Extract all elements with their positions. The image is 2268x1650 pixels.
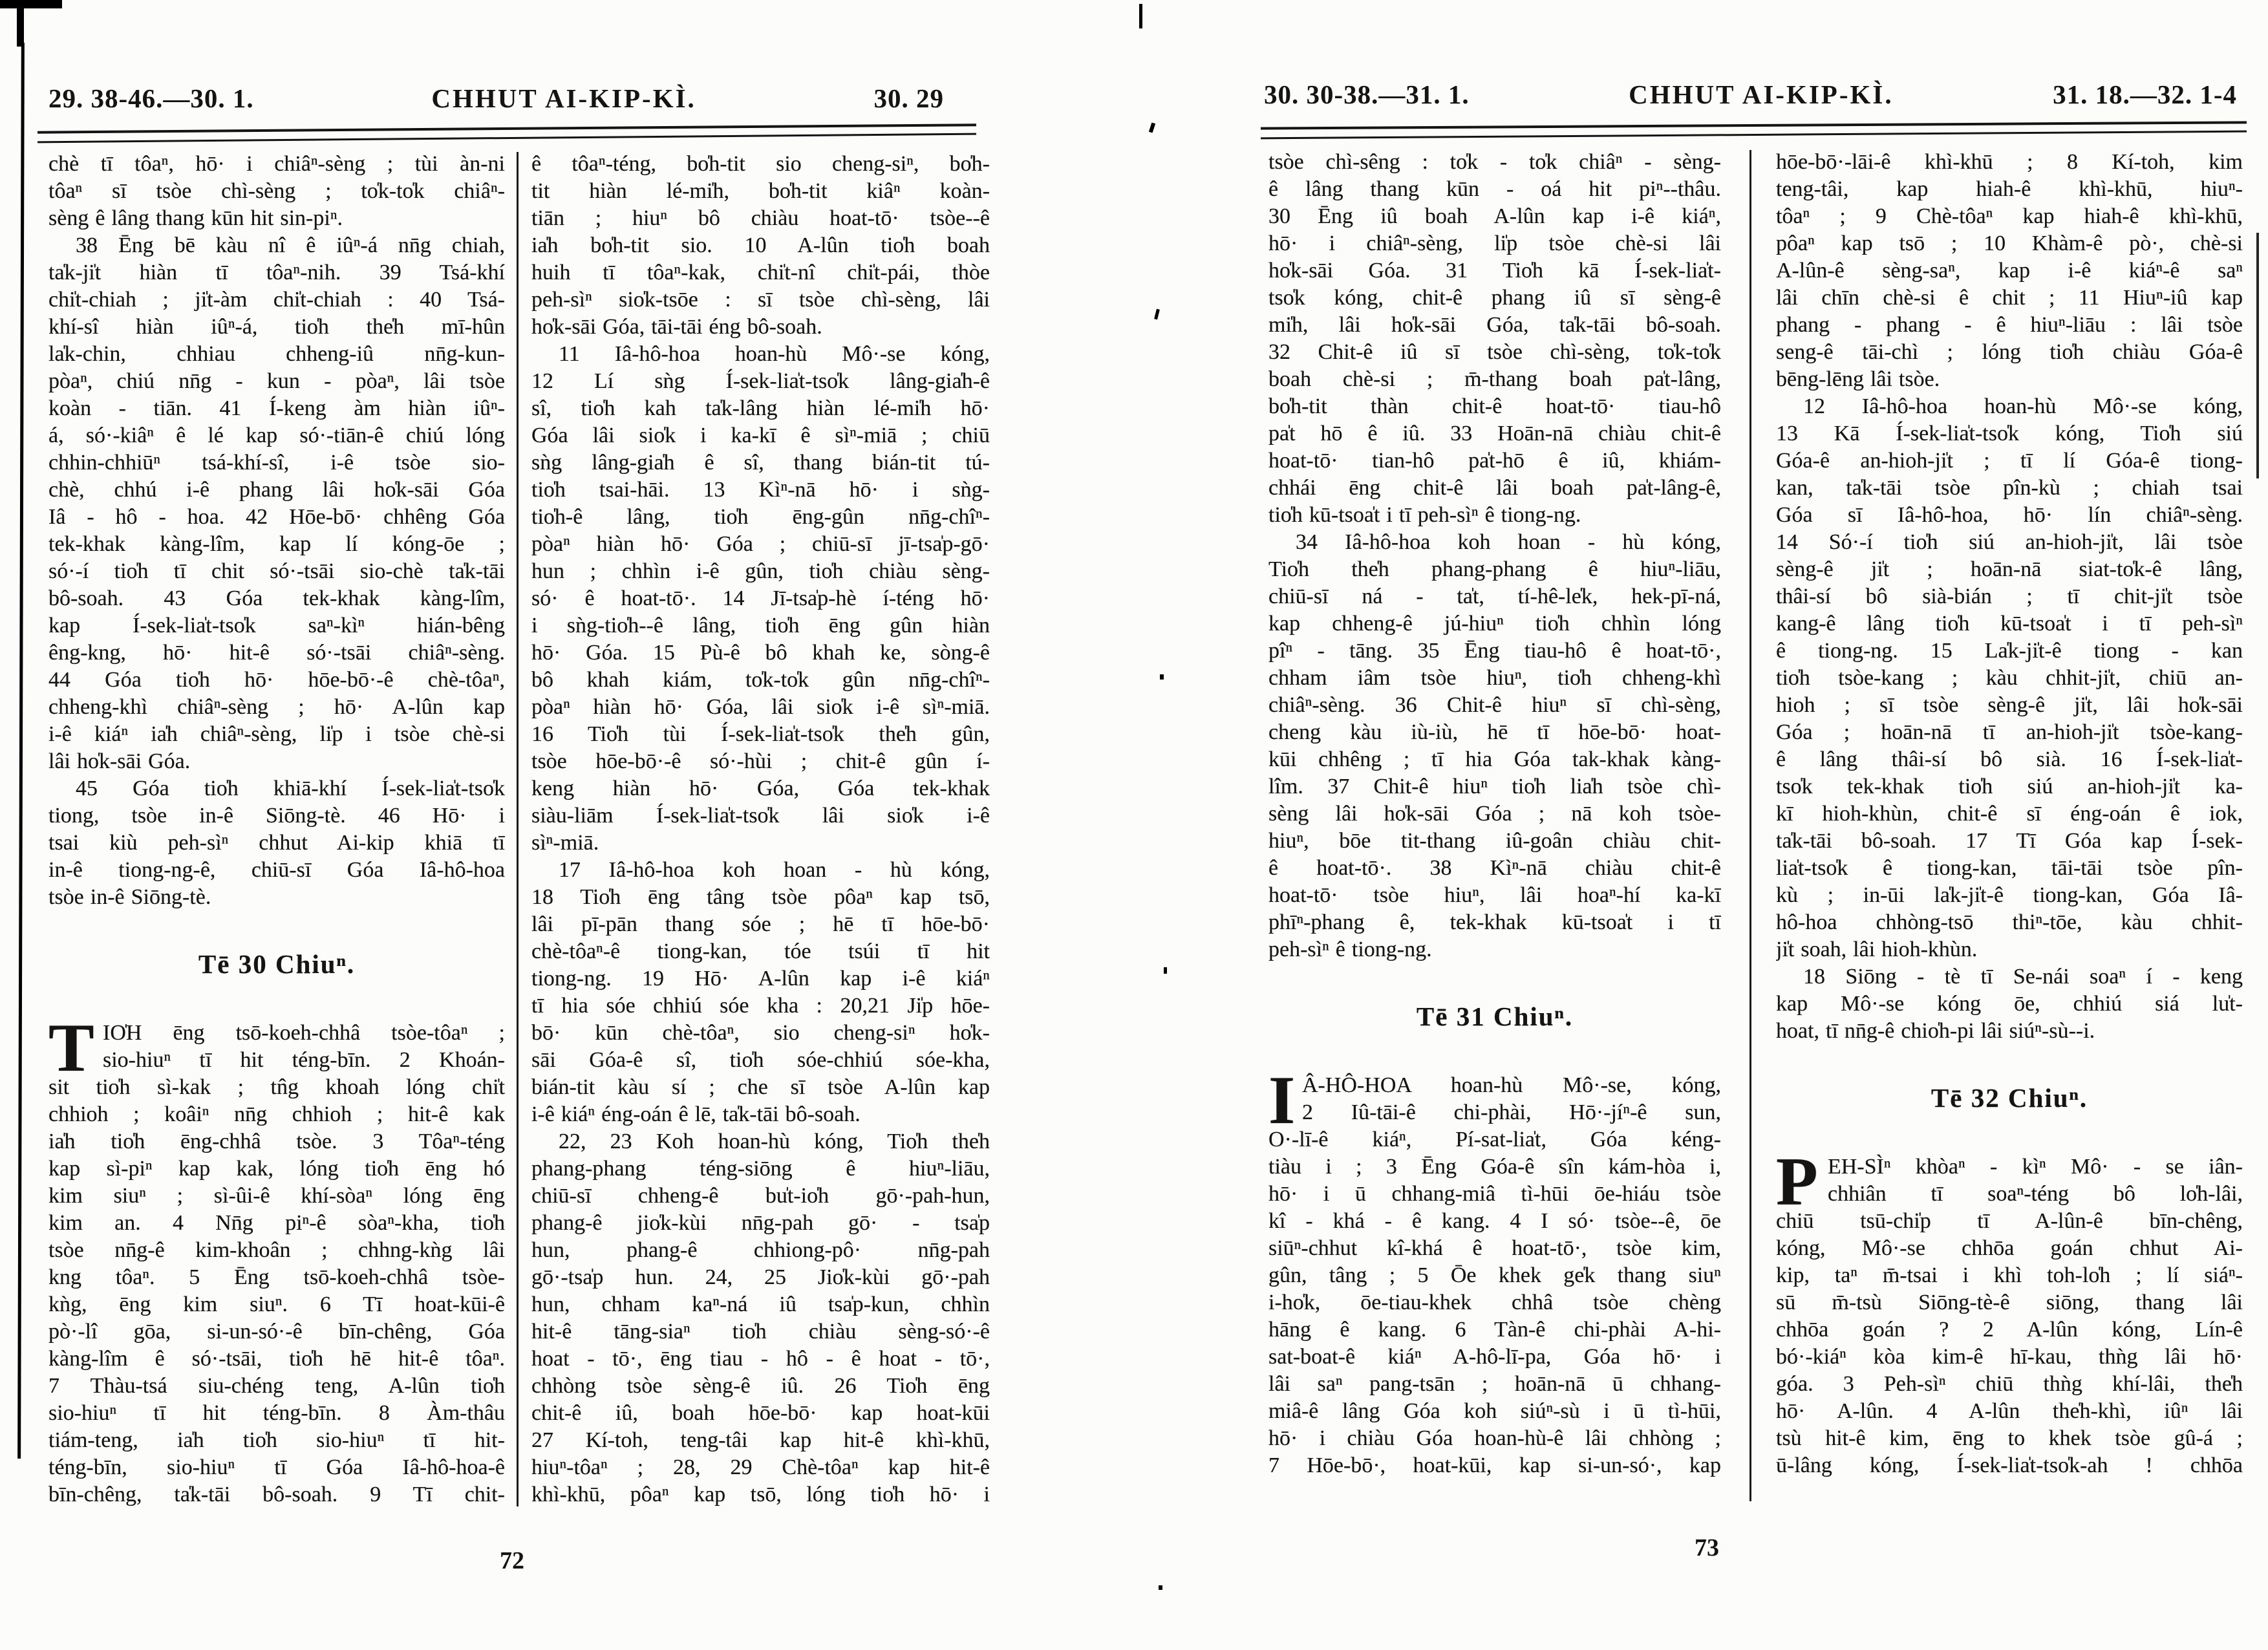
text-line: chè tī tôaⁿ, hō· i chiâⁿ-sèng ; tùi àn-ni [48, 152, 505, 176]
text-line: 44 Góa tio̍h hō· hōe-bō·-ê chè-tôaⁿ, [48, 668, 505, 692]
paragraph [1776, 1144, 2243, 1479]
text-line: 22, 23 Koh hoan-hù kóng, Tio̍h the̍h [559, 1130, 990, 1153]
text-line: Â-HÔ-HOA hoan-hù Mô·-se, kóng, [1302, 1073, 1721, 1097]
header-rule [37, 133, 976, 144]
text-line: tiān ; hiuⁿ bô chiàu hoat-tō· tsòe--ê [531, 206, 990, 230]
text-line: kap sì-piⁿ kap kak, lóng tio̍h ēng hó [48, 1157, 505, 1181]
text-line: 14 Só·-í tio̍h siú an-hioh-ji̍t, lâi tsòe [1776, 530, 2243, 554]
text-line: ia̍h tio̍h ēng-chhâ tsòe. 3 Tôaⁿ-téng [48, 1130, 505, 1153]
text-line: bēng-lēng lâi tsòe. [1776, 367, 1940, 391]
text-line: tsai kiù peh-sìⁿ chhut Ai-kip khiā tī [48, 831, 505, 855]
text-line: chhōa goán ? 2 A-lûn kóng, Lín-ê [1776, 1318, 2243, 1342]
text-line: 7 Thàu-tsá siu-chéng teng, A-lûn tio̍h [48, 1374, 505, 1398]
text-line: lîm. 37 Chit-ê hiuⁿ tio̍h lia̍h tsòe chì- [1268, 775, 1721, 798]
text-line: boah chè-si ; m̄-thang boah pa̍t-lâng, [1268, 367, 1721, 391]
book-title: CHHUT AI-KIP-KÌ. [431, 83, 696, 113]
scan-gutter-speck-1 [1149, 122, 1155, 133]
text-line: hit-ê tāng-siaⁿ tio̍h chiàu sèng-só·-ê [531, 1320, 990, 1344]
text-line: tio̍h-ê lâng, tio̍h ēng-gûn nn̄g-chîⁿ- [531, 505, 990, 529]
text-line: hô-hoa chhòng-tsō thiⁿ-tōe, kàu chhit- [1776, 910, 2243, 934]
text-line: siūⁿ-chhut kî-khá ê hoat-tō·, tsòe kim, [1268, 1236, 1721, 1260]
text-line: chhái ēng chit-ê lâi boah pa̍t-lâng-ê, [1268, 476, 1721, 500]
drop-cap: T [48, 1010, 94, 1086]
text-line: Góa sī Iâ-hô-hoa, hō· lín chiâⁿ-sèng. [1776, 503, 2243, 527]
text-line: 18 Tio̍h ēng tâng tsòe pôaⁿ kap tsō, [531, 885, 990, 909]
scan-left-edge-line [17, 43, 25, 1459]
text-line: bô-soah. 43 Góa tek-khak kàng-lîm, [48, 586, 505, 610]
text-line: khì-khū, pôaⁿ kap tsō, lóng tio̍h hō· i [531, 1483, 990, 1506]
running-head-verse-range-left: 30. 30-38.—31. 1. [1264, 80, 1470, 109]
text-line: thâi-sí bô sià-bián ; tī chit-ji̍t tsòe [1776, 584, 2243, 608]
page-number: 73 [1695, 1534, 1719, 1561]
text-line: koàn - tiān. 41 Í-keng àm hiàn iûⁿ- [48, 396, 505, 420]
text-line: tiàu i ; 3 Ēng Góa-ê sîn kám-hòa i, [1268, 1155, 1721, 1179]
text-line: só· ê hoat-tō·. 14 Jī-tsa̍p-hè í-téng hō· [531, 586, 990, 610]
text-line: hoat-tō· tsòe hiuⁿ, lâi hoaⁿ-hí ka-kī [1268, 883, 1721, 907]
text-line: tso̍k kóng, chit-ê phang iû sī sèng-ê [1268, 286, 1721, 310]
text-line: 2 Iû-tāi-ê chi-phài, Hō·-jíⁿ-ê sun, [1302, 1100, 1721, 1124]
text-line: bián-tit kàu sí ; che sī tsòe A-lûn kap [531, 1075, 990, 1099]
text-line: 13 Kā Í-sek-lia̍t-tso̍k kóng, Tio̍h siú [1776, 422, 2243, 445]
text-line: ê lâng thâi-sí bô sià. 16 Í-sek-lia̍t- [1776, 747, 2243, 771]
text-line: chit-ê iû, boah hōe-bō· kap hoat-kūi [531, 1401, 990, 1425]
text-line: kóng, Mô·-se chhōa goán chhut Ai- [1776, 1236, 2243, 1260]
text-line: kî - khá - ê kang. 4 I só· tsòe--ê, ōe [1268, 1209, 1721, 1233]
text-line: kàng-lîm ê só·-tsāi, tio̍h hē hit-ê tôaⁿ. [48, 1347, 505, 1371]
chapter-heading: Tē 31 Chiuⁿ. [1416, 1002, 1574, 1031]
running-head-right [1264, 79, 2237, 110]
text-line: 38 Ēng bē kàu nî ê iûⁿ-á nn̄g chiah, [76, 233, 505, 257]
text-line: pòaⁿ hiàn hō· Góa ; chiū-sī jī-tsa̍p-gō· [531, 532, 990, 556]
text-line: peh-sìⁿ sio̍k-tsōe : sī tsòe chì-sèng, lâi [531, 288, 990, 312]
text-line: tit hiàn lé-mi̍h, bo̍h-tit kiâⁿ koàn- [531, 179, 990, 203]
text-line: sit tio̍h sì-kak ; tn̂g khoah lóng chi̍t [48, 1075, 505, 1099]
text-column [48, 151, 505, 1508]
text-line: chiū-sī ná - ta̍t, tí-hê-le̍k, hek-pī-ná, [1268, 584, 1721, 608]
running-head-left [48, 83, 944, 114]
text-line: Góa-ê an-hioh-ji̍t ; tī lí Góa-ê tiong- [1776, 449, 2243, 473]
text-line: chiū-sī chheng-ê bu̍t-io̍h gō·-pah-hun, [531, 1184, 990, 1208]
text-line: kī hioh-khùn, chit-ê sī éng-oán ê iok, [1776, 802, 2243, 826]
page-number: 72 [500, 1547, 524, 1574]
text-line: ū-lâng kóng, Í-sek-lia̍t-tso̍k-ah ! chhōa [1776, 1453, 2243, 1477]
text-line: bo̍h-tit thàn chit-ê hoat-tō· tiau-hô [1268, 394, 1721, 418]
paragraph [1776, 393, 2243, 963]
running-head-verse-range-right: 30. 29 [873, 83, 944, 113]
paragraph [531, 151, 990, 341]
text-line: sio-hiuⁿ tī hit téng-bīn. 2 Khoán- [103, 1048, 505, 1072]
text-line: tek-khak kàng-lîm, kap lí kóng-ōe ; [48, 532, 505, 556]
text-line: tsòe chì-sêng : to̍k - to̍k chiâⁿ - sèng- [1268, 150, 1721, 174]
text-line: tsòe nn̄g-ê kim-khoân ; chhng-kǹg lâi [48, 1238, 505, 1262]
text-line: 30 Ēng iû boah A-lûn kap i-ê kiáⁿ, [1268, 204, 1721, 228]
text-line: kǹg, ēng kim siuⁿ. 6 Tī hoat-kūi-ê [48, 1292, 505, 1316]
text-line: miâ-ê lâng Góa koh siúⁿ-sù i ū tì-hūi, [1268, 1399, 1721, 1423]
scan-gutter-speck-3 [1160, 674, 1164, 680]
text-line: phang-phang téng-siōng ê hiuⁿ-liāu, [531, 1157, 990, 1181]
text-line: 16 Tio̍h tùi Í-sek-lia̍t-tso̍k the̍h gûn, [531, 722, 990, 746]
text-line: á, só·-kiâⁿ ê lé kap só·-tiān-ê chiú lóng [48, 423, 505, 447]
text-line: hun ; chhìn i-ê gûn, tio̍h chiàu sèng- [531, 559, 990, 583]
text-line: góa. 3 Peh-sìⁿ chiū thǹg khí-lâi, the̍h [1776, 1372, 2243, 1396]
text-line: chhiân tī soaⁿ-téng bô lo̍h-lâi, [1828, 1182, 2243, 1206]
text-line: 34 Iâ-hô-hoa koh hoan - hù kóng, [1296, 530, 1721, 554]
text-line: chè, chhú i-ê phang lâi ho̍k-sāi Góa [48, 478, 505, 502]
text-line: sèng lâi ho̍k-sāi Góa ; nā koh tsòe- [1268, 802, 1721, 826]
text-line: Iâ - hô - hoa. 42 Hōe-bō· chhêng Góa [48, 505, 505, 529]
column-divider [517, 152, 519, 1506]
scan-right-edge-line [2256, 233, 2259, 478]
chapter-heading: Tē 32 Chiuⁿ. [1931, 1083, 2088, 1113]
text-line: kim siuⁿ ; sì-ûi-ê khí-sòaⁿ lóng ēng [48, 1184, 505, 1208]
text-line: seng-ê tāi-chì ; lóng tio̍h chiàu Góa-ê [1776, 340, 2243, 364]
text-line: pîⁿ - tāng. 35 Ēng tiau-hô ê hoat-tō·, [1268, 639, 1721, 663]
header-rule [1261, 131, 2247, 140]
text-line: sǹg lâng-gia̍h ê sî, thang bián-tit tú- [531, 451, 990, 475]
text-line: lâi chīn chè-si ê chit ; 11 Hiuⁿ-iû kap [1776, 286, 2243, 310]
book-title: CHHUT AI-KIP-KÌ. [1629, 80, 1894, 109]
text-line: tio̍h kū-tsoa̍t i tī peh-sìⁿ ê tiong-ng. [1268, 503, 1581, 527]
text-line: 32 Chit-ê iû sī tsòe chì-sèng, to̍k-to̍k [1268, 340, 1721, 364]
text-line: kap chheng-ê jú-hiuⁿ tio̍h chhìn lóng [1268, 612, 1721, 636]
text-line: IO̍H ēng tsō-koeh-chhâ tsòe-tôaⁿ ; [103, 1021, 505, 1045]
text-line: bô khah kiám, to̍k-to̍k gûn nn̄g-chîⁿ- [531, 668, 990, 692]
scan-corner-mark-vertical [17, 6, 24, 47]
text-line: hō· i chiàu Góa hoan-hù-ê lâi chhòng ; [1268, 1426, 1721, 1450]
text-line: chham iâm tsòe hiuⁿ, tio̍h chheng-khì [1268, 666, 1721, 690]
header-rule [1261, 121, 2247, 129]
text-line: ia̍h bo̍h-tit sio. 10 A-lûn tio̍h boah [531, 233, 990, 257]
text-line: tso̍k tek-khak tio̍h siú an-hioh-ji̍t ka- [1776, 775, 2243, 798]
text-line: peh-sìⁿ ê tiong-ng. [1268, 938, 1432, 961]
text-line: kan, ta̍k-tāi tsòe pîn-kù ; chiah tsai [1776, 476, 2243, 500]
drop-cap: P [1776, 1144, 1818, 1219]
paragraph [1268, 1062, 1721, 1479]
text-line: chhòng tsòe sèng-ê iû. 26 Tio̍h ēng [531, 1374, 990, 1398]
running-head-verse-range-right: 31. 18.—32. 1-4 [2053, 80, 2237, 109]
text-line: phang-ê jio̍k-kùi nn̄g-pah gō· - tsa̍p [531, 1211, 990, 1235]
paragraph [48, 151, 505, 232]
text-line: tī hia sóe chhiú sóe kha : 20,21 Ji̍p hōe- [531, 994, 990, 1018]
text-line: chi̍t-chiah ; ji̍t-àm chi̍t-chiah : 40 Tsá- [48, 288, 505, 312]
text-line: tio̍h tsai-hāi. 13 Kìⁿ-nā hō· i sǹg- [531, 478, 990, 502]
text-line: tiong-ng. 19 Hō· A-lûn kap i-ê kiáⁿ [531, 967, 990, 991]
text-line: phang - phang - ê hiuⁿ-liāu : lâi tsòe [1776, 313, 2243, 337]
text-line: hiuⁿ, bōe tit-thang iû-goân chiàu chit- [1268, 829, 1721, 853]
text-line: 45 Góa tio̍h khiā-khí Í-sek-lia̍t-tso̍k [76, 777, 505, 800]
text-line: huih tī tôaⁿ-kak, chi̍t-nî chi̍t-pái, thòe [531, 261, 990, 284]
text-line: chè-tôaⁿ-ê tiong-kan, tóe tsúi tī hit [531, 939, 990, 963]
text-line: sāi Góa-ê sî, tio̍h sóe-chhiú sóe-kha, [531, 1048, 990, 1072]
paragraph [1268, 529, 1721, 963]
text-line: hō· A-lûn. 4 A-lûn the̍h-khì, iûⁿ lâi [1776, 1399, 2243, 1423]
text-line: êng-kng, hō· hit-ê só·-tsāi chiâⁿ-sèng. [48, 641, 505, 665]
text-line: lâi ho̍k-sāi Góa. [48, 749, 191, 773]
text-line: ê tiong-ng. 15 La̍k-ji̍t-ê tiong - kan [1776, 639, 2243, 663]
text-line: kù ; in-ūi la̍k-ji̍t-ê tiong-kan, Góa Iâ- [1776, 883, 2243, 907]
text-line: kng tôaⁿ. 5 Ēng tsō-koeh-chhâ tsòe- [48, 1265, 505, 1289]
text-line: i-ê kiáⁿ ia̍h chiâⁿ-sèng, li̍p i tsòe chè-si [48, 722, 505, 746]
text-line: khí-sî hiàn iûⁿ-á, tio̍h the̍h mī-hûn [48, 315, 505, 339]
column-divider [1749, 150, 1751, 1501]
text-line: tsòe hōe-bō·-ê só·-hùi ; chit-ê gûn í- [531, 749, 990, 773]
text-line: A-lûn-ê sèng-saⁿ, kap i-ê kiáⁿ-ê saⁿ [1776, 259, 2243, 283]
header-rule [37, 123, 976, 133]
drop-cap: I [1268, 1062, 1296, 1138]
text-line: tiám-teng, ia̍h tio̍h sio-hiuⁿ tī hit- [48, 1428, 505, 1452]
text-line: sî, tio̍h kah ta̍k-lâng hiàn lé-mi̍h hō· [531, 396, 990, 420]
text-line: tsù hit-ê kim, ēng to khek tsòe gû-á ; [1776, 1426, 2243, 1450]
text-line: ta̍k-tāi bô-soah. 17 Tī Góa kap Í-sek- [1776, 829, 2243, 853]
text-line: in-ê tiong-ng-ê, chiū-sī Góa Iâ-hô-hoa [48, 858, 505, 882]
text-line: kap Mô·-se kóng ōe, chhiú siá lu̍t- [1776, 992, 2243, 1016]
text-line: mi̍h, lâi ho̍k-sāi Góa, ta̍k-tāi bô-soah. [1268, 313, 1721, 337]
text-line: 11 Iâ-hô-hoa hoan-hù Mô·-se kóng, [559, 342, 990, 366]
text-line: só·-í tio̍h tī chit só·-tsāi sio-chè ta̍k-tāi [48, 559, 505, 583]
text-column [531, 151, 990, 1508]
text-line: tôaⁿ sī tsòe chì-sèng ; to̍k-to̍k chiâⁿ- [48, 179, 505, 203]
text-line: pa̍t hō ê iû. 33 Hoān-nā chiàu chit-ê [1268, 422, 1721, 445]
text-line: bó·-kiáⁿ kòa kim-ê hī-kau, thǹg lâi hō· [1776, 1345, 2243, 1369]
text-line: sèng ê lâng thang kūn hit sin-piⁿ. [48, 206, 343, 230]
text-line: lia̍t-tso̍k ê tiong-kan, tāi-tāi tsòe pîn- [1776, 856, 2243, 880]
text-line: hun, chham kaⁿ-ná iû tsa̍p-kun, chhìn [531, 1292, 990, 1316]
text-line: gō·-tsa̍p hun. 24, 25 Jio̍k-kùi gō·-pah [531, 1265, 990, 1289]
text-line: hiuⁿ-tôaⁿ ; 28, 29 Chè-tôaⁿ kap hit-ê [531, 1455, 990, 1479]
text-line: ê tôaⁿ-téng, bo̍h-tit sio cheng-siⁿ, bo̍h- [531, 152, 990, 176]
text-line: chiâⁿ-sèng. 36 Chit-ê hiuⁿ sī chì-sèng, [1268, 693, 1721, 717]
scan-gutter-speck-4 [1164, 967, 1167, 974]
text-line: hoat - tō·, ēng tiau - hô - ê hoat - tō·, [531, 1347, 990, 1371]
text-line: kip, taⁿ m̄-tsai i khì toh-lo̍h ; lí siáⁿ- [1776, 1263, 2243, 1287]
text-line: pòaⁿ, chiú nn̄g - kun - pòaⁿ, lâi tsòe [48, 369, 505, 393]
text-column [1268, 149, 1721, 1479]
text-line: 18 Siōng - tè tī Se-nái soaⁿ í - keng [1803, 965, 2243, 989]
text-line: cheng kàu iù-iù, hē tī hōe-bō· hoat- [1268, 720, 1721, 744]
text-line: EH-SÌⁿ khòaⁿ - kìⁿ Mô· - se iân- [1828, 1155, 2243, 1179]
text-line: kang-ê lâng tio̍h kū-tsoa̍t i tī peh-sìⁿ [1776, 612, 2243, 636]
text-line: pòaⁿ hiàn hō· Góa, lâi sio̍k i-ê sìⁿ-miā. [531, 695, 990, 719]
text-line: sìⁿ-miā. [531, 831, 599, 855]
text-line: O·-lī-ê kiáⁿ, Pí-sat-lia̍t, Góa kéng- [1268, 1128, 1721, 1152]
text-line: sèng-ê ji̍t ; hoān-nā siat-to̍k-ê lâng, [1776, 557, 2243, 581]
text-line: chiū tsū-chi̍p tī A-lûn-ê bīn-chêng, [1776, 1209, 2243, 1233]
text-line: téng-bīn, sio-hiuⁿ tī Góa Iâ-hô-hoa-ê [48, 1455, 505, 1479]
text-line: ê hoat-tō·. 38 Kìⁿ-nā chiàu chit-ê [1268, 856, 1721, 880]
text-line: hoat-tō· tian-hô pa̍t-hō ê iû, khiám- [1268, 449, 1721, 473]
text-line: i-ê kiáⁿ éng-oán ê lē, ta̍k-tāi bô-soah. [531, 1102, 861, 1126]
text-line: hioh ; sī tsòe sèng-ê ji̍t, lâi ho̍k-sāi [1776, 693, 2243, 717]
text-line: ê lâng thang kūn - oá hit piⁿ--thâu. [1268, 177, 1721, 201]
text-line: tsòe in-ê Siōng-tè. [48, 885, 211, 909]
text-line: lâi saⁿ pang-tsān ; hoān-nā ū chhang- [1268, 1372, 1721, 1396]
text-line: pôaⁿ kap tsō ; 10 Khàm-ê pò·, chè-si [1776, 231, 2243, 255]
text-line: 27 Kí-toh, teng-tâi kap hit-ê khì-khū, [531, 1428, 990, 1452]
paragraph [1268, 149, 1721, 529]
text-line: bō· kūn chè-tôaⁿ, sio cheng-siⁿ ho̍k- [531, 1021, 990, 1045]
text-line: hō· i ū chhang-miâ tì-hūi ōe-hiáu tsòe [1268, 1182, 1721, 1206]
scan-gutter-tick-top [1139, 4, 1142, 28]
text-line: chhioh ; koâiⁿ nn̄g chhioh ; hit-ê kak [48, 1102, 505, 1126]
text-line: ho̍k-sāi Góa, tāi-tāi éng bô-soah. [531, 315, 822, 339]
text-line: kim an. 4 Nn̄g piⁿ-ê sòaⁿ-kha, tio̍h [48, 1211, 505, 1235]
text-line: hōe-bō·-lāi-ê khì-khū ; 8 Kí-toh, kim [1776, 150, 2243, 174]
text-line: sio-hiuⁿ tī hit téng-bīn. 8 Àm-thâu [48, 1401, 505, 1425]
text-line: i sǹg-tio̍h--ê lâng, tio̍h ēng gûn hiàn [531, 614, 990, 638]
paragraph [48, 775, 505, 911]
text-line: teng-tâi, kap hiah-ê khì-khū, hiuⁿ- [1776, 177, 2243, 201]
text-line: 7 Hōe-bō·, hoat-kūi, kap si-un-só·, kap [1268, 1453, 1721, 1477]
text-line: la̍k-chin, chhiau chheng-iû nn̄g-kun- [48, 342, 505, 366]
text-line: kūi chhêng ; tī hia Góa tak-khak kàng- [1268, 747, 1721, 771]
text-line: sū m̄-tsù Siōng-tè-ê siōng, thang lâi [1776, 1291, 2243, 1314]
text-line: 17 Iâ-hô-hoa koh hoan - hù kóng, [559, 858, 990, 882]
text-column [1776, 149, 2243, 1479]
text-line: ta̍k-ji̍t hiàn tī tôaⁿ-nih. 39 Tsá-khí [48, 261, 505, 284]
text-line: hun, phang-ê chhiong-pô· nn̄g-pah [531, 1238, 990, 1262]
paragraph [1776, 149, 2243, 393]
text-line: keng hiàn hō· Góa, Góa tek-khak [531, 777, 990, 800]
text-line: ho̍k-sāi Góa. 31 Tio̍h kā Í-sek-lia̍t- [1268, 259, 1721, 283]
text-line: i-ho̍k, ōe-tiau-khek chhâ tsòe chèng [1268, 1291, 1721, 1314]
text-line: Tio̍h the̍h phang-phang ê hiuⁿ-liāu, [1268, 557, 1721, 581]
text-line: pò·-lî gōa, si-un-só·-ê bīn-chêng, Góa [48, 1320, 505, 1344]
paragraph [48, 232, 505, 775]
paragraph [1776, 963, 2243, 1045]
text-line: 12 Lí sǹg Í-sek-lia̍t-tso̍k lâng-gia̍h-ê [531, 369, 990, 393]
text-line: 12 Iâ-hô-hoa hoan-hù Mô·-se kóng, [1803, 394, 2243, 418]
running-head-verse-range-left: 29. 38-46.—30. 1. [48, 83, 254, 113]
text-line: Góa ; hoān-nā tī an-hioh-ji̍t tsòe-kang- [1776, 720, 2243, 744]
text-line: hō· Góa. 15 Pù-ê bô khah ke, sòng-ê [531, 641, 990, 665]
scan-gutter-speck-2 [1154, 309, 1160, 320]
scan-gutter-speck-5 [1159, 1585, 1162, 1590]
text-line: ji̍t soah, lâi hioh-khùn. [1776, 938, 1978, 961]
text-line: phīⁿ-phang ê, tek-khak kū-tsoa̍t i tī [1268, 910, 1721, 934]
paragraph [531, 341, 990, 857]
text-line: chhin-chhiūⁿ tsá-khí-sî, i-ê tsòe sio- [48, 451, 505, 475]
text-line: bīn-chêng, ta̍k-tāi bô-soah. 9 Tī chit- [48, 1483, 505, 1506]
text-line: tiong, tsòe in-ê Siōng-tè. 46 Hō· i [48, 804, 505, 828]
paragraph [531, 1128, 990, 1508]
chapter-heading: Tē 30 Chiuⁿ. [198, 949, 356, 979]
text-line: hō· i chiâⁿ-sèng, li̍p tsòe chè-si lâi [1268, 231, 1721, 255]
text-line: hoat, tī nn̄g-ê chio̍h-pi lâi siúⁿ-sù--i. [1776, 1019, 2095, 1043]
paragraph [48, 1010, 505, 1508]
text-line: tôaⁿ ; 9 Chè-tôaⁿ kap hiah-ê khì-khū, [1776, 204, 2243, 228]
paragraph [531, 857, 990, 1128]
text-line: hāng ê kang. 6 Tàn-ê chi-phài A-hi- [1268, 1318, 1721, 1342]
text-line: Góa lâi sio̍k i ka-kī ê sìⁿ-miā ; chiū [531, 423, 990, 447]
text-line: kap Í-sek-lia̍t-tso̍k saⁿ-kìⁿ hián-bêng [48, 614, 505, 638]
text-line: tio̍h tsòe-kang ; kàu chhit-ji̍t, chiū an- [1776, 666, 2243, 690]
text-line: sat-boat-ê kiáⁿ A-hô-lī-pa, Góa hō· i [1268, 1345, 1721, 1369]
text-line: lâi pī-pān thang sóe ; hē tī hōe-bō· [531, 912, 990, 936]
scan-corner-mark-horizontal [0, 0, 62, 8]
text-line: siàu-liām Í-sek-lia̍t-tso̍k lâi sio̍k i-ê [531, 804, 990, 828]
text-line: chheng-khì chiâⁿ-sèng ; hō· A-lûn kap [48, 695, 505, 719]
text-line: gûn, tâng ; 5 Ōe khek ge̍k thang siuⁿ [1268, 1263, 1721, 1287]
